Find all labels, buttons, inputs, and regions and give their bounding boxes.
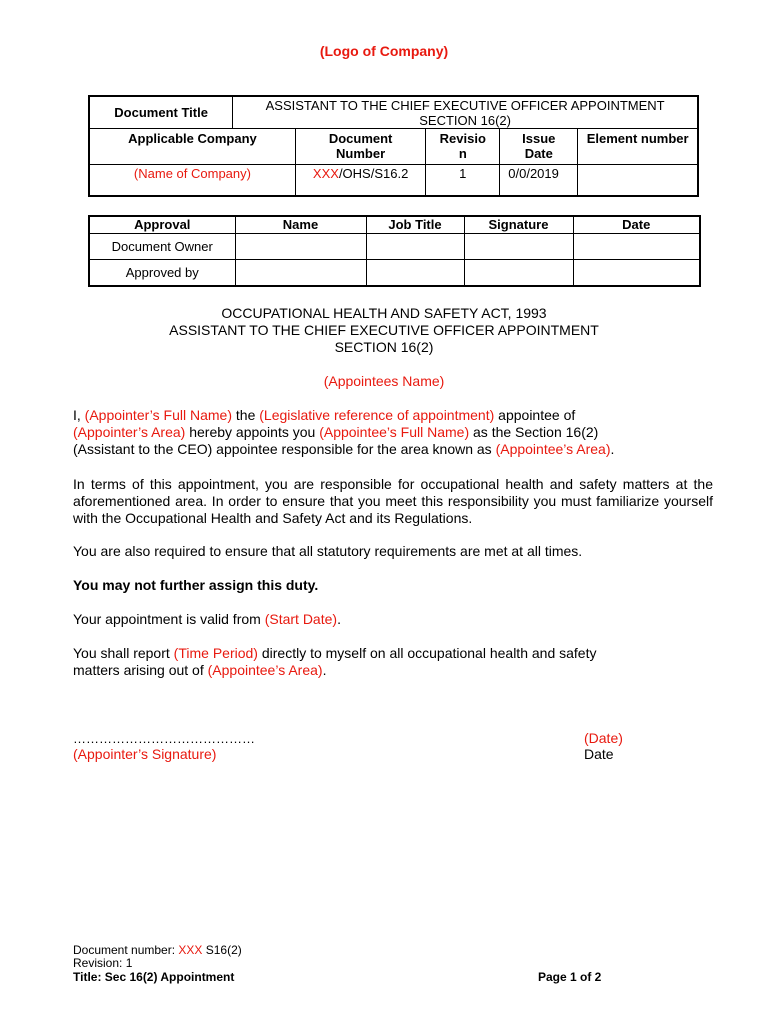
time-period-placeholder: (Time Period) — [173, 645, 258, 661]
responsibility-paragraph: In terms of this appointment, you are responsible for occupational health and safety matters at the aforementioned area. In order to ensure that you meet this responsibility you must familiarize yourself with the Occupational Health and Safety Act and its Regulations. — [73, 476, 713, 526]
name-header: Name — [235, 216, 366, 233]
document-title-value — [233, 96, 698, 129]
approved-by-job-title-cell — [366, 259, 464, 286]
approved-by-date-cell — [573, 259, 700, 286]
footer-revision: Revision: 1 — [73, 956, 133, 970]
appointee-full-name-placeholder: (Appointee’s Full Name) — [319, 424, 470, 440]
appointee-area-placeholder: (Appointee’s Area) — [495, 441, 611, 457]
para1-text-4: hereby appoints you — [185, 424, 320, 440]
document-owner-signature-cell — [464, 233, 573, 259]
para1-text-6: (Assistant to the CEO) appointee responsible for the area known as — [73, 441, 496, 457]
company-name-cell: (Name of Company) — [89, 165, 295, 196]
signature-header: Signature — [464, 216, 573, 233]
para6-text-3: matters arising out of — [73, 662, 208, 678]
appointer-area-placeholder: (Appointer’s Area) — [73, 424, 186, 440]
revision-header — [426, 129, 500, 165]
para5-text-1: Your appointment is valid from — [73, 611, 265, 627]
element-number-header: Element number — [578, 129, 698, 165]
document-number-cell — [295, 165, 425, 196]
appointment-paragraph — [73, 407, 713, 458]
document-owner-date-cell — [573, 233, 700, 259]
legislative-reference-placeholder: (Legislative reference of appointment) — [259, 407, 495, 423]
date-label: Date — [584, 746, 614, 762]
footer-document-number — [73, 943, 242, 957]
para1-text-3: appointee of — [494, 407, 576, 423]
issue-date-cell: 0/0/2019 — [500, 165, 578, 196]
approval-table — [88, 215, 701, 287]
approved-by-name-cell — [235, 259, 366, 286]
para6-text-1: You shall report — [73, 645, 174, 661]
revision-header-line-1: Revisio — [439, 131, 486, 146]
appointees-name: (Appointees Name) — [323, 373, 445, 389]
report-paragraph — [73, 645, 713, 679]
para1-text-7: . — [610, 441, 615, 457]
date-placeholder: (Date) — [584, 730, 623, 746]
no-assign-paragraph: You may not further assign this duty. — [73, 577, 319, 593]
issue-date-header — [500, 129, 578, 165]
approved-by-label: Approved by — [89, 259, 235, 286]
revision-cell: 1 — [426, 165, 500, 196]
para6-text-2: directly to myself on all occupational health and safety — [257, 645, 597, 661]
approval-header: Approval — [89, 216, 235, 233]
statutory-paragraph: You are also required to ensure that all statutory requirements are met at all times. — [73, 543, 583, 559]
appointee-area-placeholder-2: (Appointee’s Area) — [207, 662, 323, 678]
document-number-placeholder: XXX — [312, 166, 339, 181]
document-number-header-line-2: Number — [336, 146, 386, 161]
job-title-header: Job Title — [366, 216, 464, 233]
document-title-line-1: ASSISTANT TO THE CHIEF EXECUTIVE OFFICER APPOINTMENT — [265, 98, 665, 113]
para1-text-5: as the Section 16(2) — [469, 424, 599, 440]
para1-text-2: the — [232, 407, 260, 423]
act-heading-line-2: ASSISTANT TO THE CHIEF EXECUTIVE OFFICER APPOINTMENT — [169, 322, 599, 338]
revision-header-line-2: n — [458, 146, 467, 161]
issue-date-header-line-1: Issue — [522, 131, 556, 146]
para1-text-1: I, — [73, 407, 85, 423]
validity-paragraph — [73, 611, 713, 628]
document-title-label: Document Title — [89, 96, 233, 129]
footer-docnum-placeholder: XXX — [178, 943, 203, 957]
document-number-suffix: /OHS/S16.2 — [338, 166, 409, 181]
footer-docnum-suffix: S16(2) — [202, 943, 242, 957]
approved-by-signature-cell — [464, 259, 573, 286]
appointer-signature-label: (Appointer’s Signature) — [73, 746, 217, 762]
para5-text-2: . — [337, 611, 341, 627]
appointer-full-name-placeholder: (Appointer’s Full Name) — [84, 407, 232, 423]
page-number: Page 1 of 2 — [538, 970, 602, 984]
document-number-header — [295, 129, 425, 165]
document-owner-job-title-cell — [366, 233, 464, 259]
issue-date-header-line-2: Date — [524, 146, 553, 161]
act-heading — [0, 305, 768, 356]
footer-title: Title: Sec 16(2) Appointment — [73, 970, 235, 984]
signature-line: …………………………………… — [73, 731, 255, 746]
company-logo-placeholder: (Logo of Company) — [319, 43, 449, 59]
applicable-company-header: Applicable Company — [89, 129, 295, 165]
document-info-table — [88, 95, 699, 197]
document-title-line-2: SECTION 16(2) — [419, 113, 511, 128]
element-number-cell — [578, 165, 698, 196]
document-owner-label: Document Owner — [89, 233, 235, 259]
para6-text-4: . — [322, 662, 327, 678]
act-heading-line-1: OCCUPATIONAL HEALTH AND SAFETY ACT, 1993 — [221, 305, 547, 321]
document-number-header-line-1: Document — [328, 131, 393, 146]
start-date-placeholder: (Start Date) — [264, 611, 338, 627]
act-heading-line-3: SECTION 16(2) — [334, 339, 434, 355]
document-owner-name-cell — [235, 233, 366, 259]
date-header: Date — [573, 216, 700, 233]
footer-docnum-label: Document number: — [73, 943, 179, 957]
